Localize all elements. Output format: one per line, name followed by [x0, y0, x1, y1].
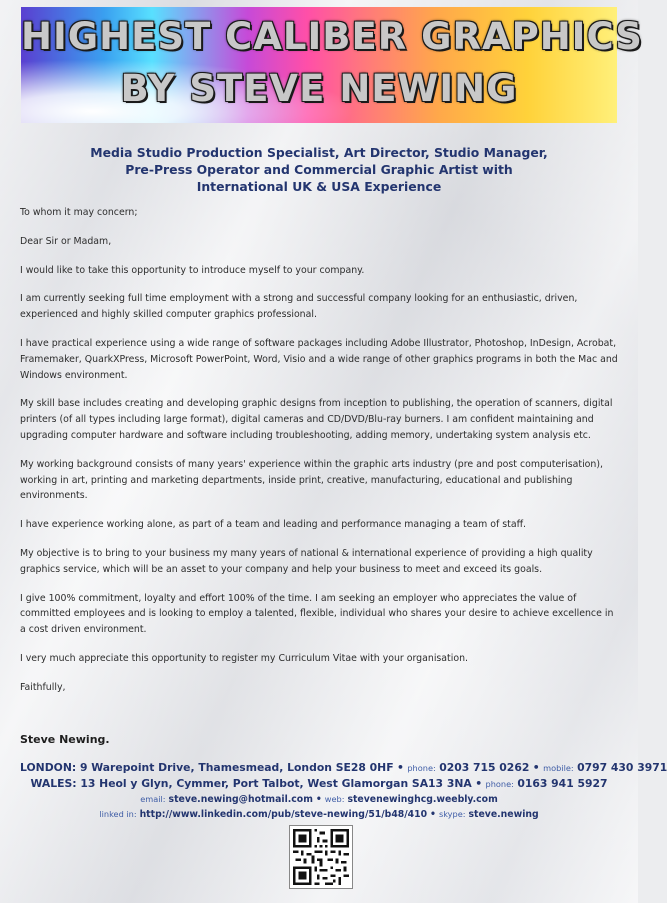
skype-label: skype: — [438, 809, 466, 819]
letter-paragraph: I very much appreciate this opportunity to register my Curriculum Vitae with your organisation. — [20, 652, 468, 664]
headline-line: Pre-Press Operator and Commercial Graphic Artist with — [125, 162, 513, 177]
bullet: • — [397, 761, 404, 774]
email-link[interactable]: steve.newing@hotmail.com — [168, 794, 313, 805]
letter-paragraph: I have practical experience using a wide range of software packages including Adobe Illustrator, Photoshop, InDesign, Acrobat, Framemaker, QuarkXPress, Microsoft PowerPoint, Word, Visio and a wide range of other graphics programs in both the Mac and Windows environment. — [20, 337, 618, 381]
headline-line: International UK & USA Experience — [196, 179, 442, 194]
salutation: To whom it may concern; — [20, 207, 138, 218]
web-link[interactable]: stevenewinghcg.weebly.com — [347, 794, 498, 805]
phone-label: phone: — [485, 779, 514, 789]
web-label: web: — [324, 794, 345, 804]
letter-paragraph: I am currently seeking full time employment with a strong and successful company looking for an enthusiastic, driven, experienced and highly skilled computer graphics professional. — [20, 293, 578, 321]
letter-body — [20, 205, 620, 709]
bullet: • — [430, 809, 436, 820]
wales-contact-line — [20, 776, 618, 792]
london-mobile[interactable]: 0797 430 3971 — [577, 761, 667, 774]
phone-label: phone: — [407, 763, 436, 773]
london-address: LONDON: 9 Warepoint Drive, Thamesmead, London SE28 0HF — [20, 761, 394, 774]
wales-address: WALES: 13 Heol y Glyn, Cymmer, Port Talbot, West Glamorgan SA13 3NA — [30, 777, 472, 790]
salutation: Dear Sir or Madam, — [20, 235, 112, 247]
contact-block — [20, 760, 667, 822]
letter-paragraph: I have experience working alone, as part of a team and leading and performance managing a team of staff. — [20, 519, 527, 531]
london-phone[interactable]: 0203 715 0262 — [439, 761, 530, 774]
wales-phone[interactable]: 0163 941 5927 — [517, 777, 608, 790]
social-line — [20, 807, 618, 822]
professional-headline — [20, 144, 618, 195]
headline-line: Media Studio Production Specialist, Art Director, Studio Manager, — [90, 145, 548, 160]
letter-paragraph: My objective is to bring to your business my many years of national & international experience of providing a high quality graphics service, which will be an asset to your company and help your business to meet and exceed its goals. — [20, 547, 593, 575]
mobile-label: mobile: — [543, 763, 574, 773]
letter-paragraph: I would like to take this opportunity to introduce myself to your company. — [20, 264, 365, 276]
letter-paragraph: My working background consists of many years' experience within the graphic arts industry (pre and post computerisation), working in art, printing and marketing departments, inside print, creative, manufacturing, educational and publishing environments. — [20, 458, 603, 502]
closing: Faithfully, — [20, 681, 66, 693]
london-contact-line — [20, 760, 667, 776]
linkedin-link[interactable]: http://www.linkedin.com/pub/steve-newing/51/b48/410 — [139, 809, 428, 820]
banner-subtitle: BY STEVE NEWING — [120, 67, 518, 110]
banner-title: HIGHEST CALIBER GRAPHICS — [21, 15, 643, 58]
letter-paragraph: I give 100% commitment, loyalty and effort 100% of the time. I am seeking an employer who appreciates the value of committed employees and is looking to employ a talented, flexible, individual who shares your desire to achieve excellence in a cost driven environment. — [20, 592, 614, 636]
qr-code-icon — [290, 826, 352, 888]
letter-paragraph: My skill base includes creating and developing graphic designs from inception to publishing, the operation of scanners, digital printers (of all types including large format), digital cameras and CD/DVD/Blu-ray burners. I am confident maintaining and upgrading computer hardware and software including troubleshooting, adding memory, undertaking system analysis etc. — [20, 398, 613, 441]
skype-handle[interactable]: steve.newing — [468, 809, 539, 820]
bullet: • — [315, 794, 322, 805]
email-web-line — [20, 792, 618, 807]
linkedin-label: linked in: — [99, 809, 137, 819]
email-label: email: — [140, 794, 166, 804]
header-banner — [21, 7, 643, 123]
bullet: • — [532, 761, 540, 774]
bullet: • — [475, 777, 483, 790]
signature: Steve Newing. — [20, 733, 110, 746]
